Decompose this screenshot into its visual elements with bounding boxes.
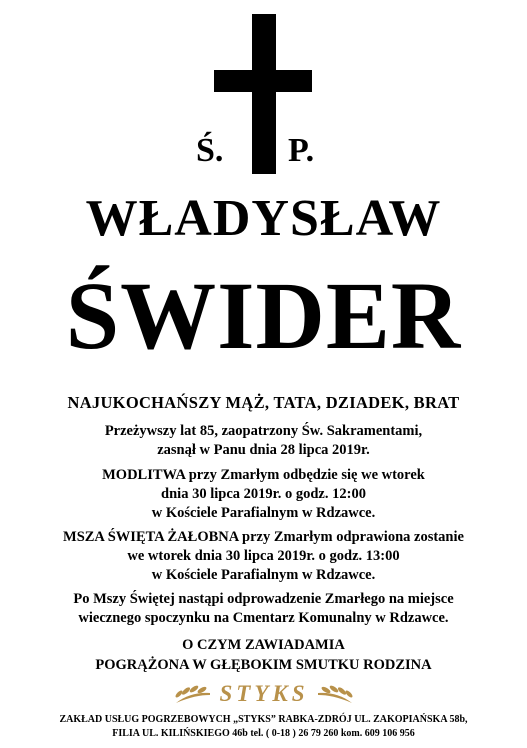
first-name: WŁADYSŁAW	[85, 190, 442, 247]
relation-line: NAJUKOCHAŃSZY MĄŻ, TATA, DZIADEK, BRAT	[67, 393, 460, 412]
footer-line: ZAKŁAD USŁUG POGRZEBOWYCH „STYKS” RABKA-ZDRÓJ UL. ZAKOPIAŃSKA 58b,	[59, 714, 468, 725]
prefix-left: Ś.	[196, 132, 224, 169]
paragraph-mass	[0, 528, 527, 585]
announcement	[0, 635, 527, 675]
paragraph-line: zasnął w Panu dnia 28 lipca 2019r.	[157, 442, 370, 458]
paragraph-line: w Kościele Parafialnym w Rdzawce.	[151, 505, 376, 521]
logo-text: STYKS	[219, 681, 309, 706]
footer-line: FILIA UL. KILIŃSKIEGO 46b tel. ( 0-18 ) 26 79 260 kom. 609 106 956	[112, 728, 415, 739]
paragraph-prayer	[0, 466, 527, 523]
paragraph-line: Po Mszy Świętej nastąpi odprowadzenie Zmarłego na miejsce	[73, 591, 454, 607]
styks-logo	[172, 681, 356, 707]
paragraph-line: we wtorek dnia 30 lipca 2019r. o godz. 13:00	[127, 548, 400, 564]
announcement-line: O CZYM ZAWIADAMIA	[182, 637, 345, 653]
paragraph-line: dnia 30 lipca 2019r. o godz. 12:00	[161, 486, 366, 502]
paragraph-burial	[0, 590, 527, 628]
paragraph-line: MODLITWA przy Zmarłym odbędzie się we wtorek	[102, 467, 425, 483]
paragraph-line: MSZA ŚWIĘTA ŻAŁOBNA przy Zmarłym odprawiona zostanie	[63, 529, 464, 545]
paragraph-death	[0, 422, 527, 460]
laurel-right-icon	[316, 683, 356, 705]
paragraph-line: wiecznego spoczynku na Cmentarz Komunalny w Rdzawce.	[78, 610, 449, 626]
surname: ŚWIDER	[65, 262, 462, 369]
funeral-home-footer	[0, 713, 527, 741]
paragraph-line: Przeżywszy lat 85, zaopatrzony Św. Sakramentami,	[104, 423, 423, 439]
announcement-line: POGRĄŻONA W GŁĘBOKIM SMUTKU RODZINA	[95, 657, 432, 673]
prefix-right: P.	[288, 132, 315, 169]
paragraph-line: w Kościele Parafialnym w Rdzawce.	[151, 567, 376, 583]
